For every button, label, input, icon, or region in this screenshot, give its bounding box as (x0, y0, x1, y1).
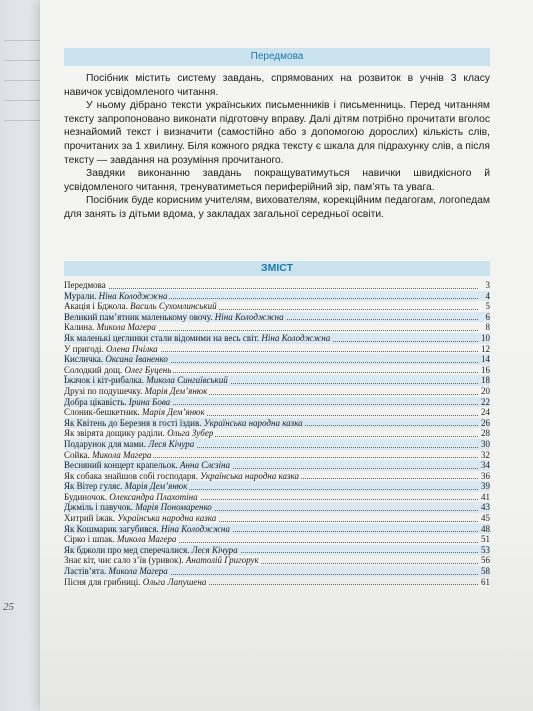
toc-entry (64, 418, 490, 429)
toc-entry-author: Ольга Зубер (167, 428, 214, 439)
toc-entry (64, 555, 490, 566)
preface-paragraph: У ньому дібрано тексти українських письменників і письменниць. Перед читанням тексту запропоновано виконати підготовчу вправу. Далі дітям потрібно прочитати вголос незнайомий текст і визначити (самостійно або з допомогою дорослих) кількість слів, прочитаних за 1 хвилину. Біля кожного рядка тексту є шкала для підрахунку слів, а після тексту — завдання на розуміння прочитаного. (64, 100, 490, 166)
toc-entry-author: Українська народна казка (117, 513, 217, 524)
toc-entry-author: Олена Пчілка (106, 343, 158, 354)
toc-entry (64, 397, 490, 408)
toc-entry-title: Акація і Бджола. (64, 301, 128, 312)
toc-entry-title: Великий пам’ятник маленькому овочу. (64, 311, 213, 322)
toc-entry-author: Микола Магера (108, 566, 168, 577)
toc-entry (64, 280, 490, 291)
toc-entry (64, 291, 490, 302)
toc-entry-text (64, 460, 232, 470)
toc-entry-author: Ніна Колоджжна (98, 290, 168, 301)
toc-entry-title: Як Вітер гуляє. (64, 481, 123, 492)
toc-entry-page: 24 (481, 407, 490, 418)
toc-entry (64, 333, 490, 344)
toc-entry-author: Ірина Бова (128, 396, 171, 407)
toc-entry-title: Пісня для грибниці. (64, 576, 141, 587)
toc-entry-text (64, 312, 286, 322)
toc-entry-author: Олег Буцень (124, 364, 172, 375)
toc-entry (64, 322, 490, 333)
toc-entry-author: Марія Дем’янюк (124, 481, 188, 492)
toc-entry-title: Передмова (64, 280, 106, 290)
toc-entry-author: Микола Магера (117, 534, 177, 545)
toc-entry-page: 18 (481, 375, 490, 386)
toc-entry-page: 3 (485, 280, 490, 290)
toc-entry (64, 492, 490, 503)
toc-entry-author: Оксана Іваненко (105, 354, 168, 365)
toc-entry-title: Як звірята дощику раділи. (64, 428, 165, 439)
toc-entry-text (64, 301, 219, 311)
toc-entry-page: 58 (481, 566, 490, 577)
toc-entry-page: 53 (481, 544, 490, 555)
toc-entry-text (64, 354, 170, 364)
toc-entry-text (64, 291, 169, 301)
toc-entry-title: Сойка. (64, 449, 90, 460)
toc-entry (64, 545, 490, 556)
toc-entry-title: Весняний концерт крапельок. (64, 460, 178, 471)
toc-entry-text (64, 524, 232, 534)
toc-entry-page: 51 (481, 534, 490, 545)
toc-entry-title: Солодкий дощ. (64, 364, 123, 375)
toc-entry-title: Як собака знайшов собі господаря. (64, 470, 198, 481)
toc-entry-title: Їжачок і кіт-рибалка. (64, 375, 144, 386)
toc-entry-author: Марія Пономаренко (135, 502, 212, 513)
toc-entry-author: Ніна Колоджжна (214, 311, 284, 322)
toc-entry (64, 524, 490, 535)
toc-entry (64, 481, 490, 492)
toc-entry-title: Хитрий їжак. (64, 513, 116, 524)
toc-title: ЗМІСТ (64, 261, 490, 276)
toc-entry-author: Василь Сухомлинський (130, 301, 217, 312)
toc-entry (64, 566, 490, 577)
toc-entry-author: Українська народна казка (203, 417, 303, 428)
toc-entry-title: Як Квітень до Березня в гості їздив. (64, 417, 202, 428)
toc-entry-page: 30 (481, 438, 490, 449)
toc-entry-text (64, 450, 153, 460)
toc-entry-author: Анатолій Григорук (185, 555, 259, 566)
toc-entry-title: Друзі по подушечку. (64, 385, 143, 396)
toc-entry (64, 460, 490, 471)
toc-entry-page: 41 (481, 491, 490, 502)
toc-entry-title: Як Кошмарик загубився. (64, 523, 159, 534)
toc-entry-page: 20 (481, 385, 490, 396)
toc-entry-text (64, 375, 230, 385)
toc-entry-page: 22 (481, 396, 490, 407)
toc-leader-dots (64, 288, 478, 289)
toc-entry (64, 450, 490, 461)
toc-entry (64, 354, 490, 365)
table-of-contents (64, 280, 490, 587)
toc-entry-text (64, 471, 301, 481)
toc-entry-author: Ніна Колоджжна (161, 523, 230, 534)
toc-entry-author: Микола Сингаївський (146, 375, 228, 386)
toc-entry-author: Микола Магера (92, 449, 152, 460)
toc-entry-text (64, 386, 209, 396)
toc-entry-title: Слоник-бешкетник. (64, 407, 140, 418)
preface-title: Передмова (64, 48, 490, 66)
toc-entry-title: У пригоді. (64, 343, 104, 354)
toc-entry-page: 39 (481, 481, 490, 492)
toc-entry-title: Ластів’ята. (64, 566, 107, 577)
toc-entry (64, 375, 490, 386)
toc-entry-page: 26 (481, 417, 490, 428)
toc-entry-text (64, 322, 158, 332)
toc-entry-author: Марія Дем’янюк (141, 407, 205, 418)
toc-entry-title: Як бджоли про мед сперечалися. (64, 544, 190, 555)
toc-entry-page: 8 (485, 322, 490, 333)
toc-entry-page: 4 (485, 290, 490, 301)
preface-paragraph: Посібник буде корисним учителям, вихователям, корекційним педагогам, логопедам для занять із дітьми вдома, у закладах загальної середньої освіти. (64, 195, 490, 220)
toc-entry-text (64, 418, 305, 428)
toc-entry (64, 513, 490, 524)
toc-entry-title: Джміль і павучок. (64, 502, 134, 513)
toc-entry-page: 61 (481, 576, 490, 587)
preface-paragraph: Завдяки виконанню завдань покращуватимуться навички швидкісного й усвідомленого читання, тренуватиметься периферійний зір, пам’ять та увага. (64, 168, 490, 193)
toc-entry-page: 43 (481, 502, 490, 513)
toc-entry-text (64, 333, 332, 343)
toc-entry-author: Леся Кічура (191, 544, 238, 555)
toc-entry-page: 10 (481, 332, 490, 343)
toc-entry-author: Ніна Колоджжна (261, 332, 331, 343)
toc-entry-text (64, 502, 214, 512)
toc-entry (64, 439, 490, 450)
toc-entry-text (64, 481, 189, 491)
toc-entry-author: Анна Слєзіна (180, 460, 231, 471)
toc-entry-title: Як маленькі цеглинки стали відомими на весь світ. (64, 332, 260, 343)
toc-entry-text (64, 545, 240, 555)
toc-entry-title: Добра цікавість. (64, 396, 127, 407)
toc-entry-title: Подарунок для мами. (64, 438, 146, 449)
toc-entry-page: 32 (481, 449, 490, 460)
toc-entry-text (64, 513, 218, 523)
toc-entry (64, 365, 490, 376)
toc-entry-page: 14 (481, 354, 490, 365)
toc-entry-text (64, 492, 200, 502)
toc-entry-page: 16 (481, 364, 490, 375)
toc-entry-text (64, 577, 208, 587)
toc-entry-author: Микола Магера (96, 322, 156, 333)
toc-entry-text (64, 439, 196, 449)
toc-entry (64, 386, 490, 397)
toc-entry (64, 534, 490, 545)
toc-entry (64, 312, 490, 323)
toc-entry-title: Знає кіт, чиє сало з’їв (уривок). (64, 555, 184, 566)
toc-entry-page: 28 (481, 428, 490, 439)
toc-entry (64, 502, 490, 513)
toc-entry-text (64, 365, 173, 375)
toc-entry-title: Кисличка. (64, 354, 104, 365)
toc-entry-author: Олександра Плахотіна (109, 491, 198, 502)
toc-entry-text (64, 566, 170, 576)
left-page-number: 25 (3, 601, 14, 613)
toc-entry (64, 407, 490, 418)
right-page (40, 0, 533, 711)
toc-entry-text (64, 280, 108, 290)
toc-entry (64, 471, 490, 482)
toc-entry-title: Сірко і шпак. (64, 534, 115, 545)
toc-entry-author: Леся Кічура (148, 438, 195, 449)
preface-text (64, 72, 490, 222)
toc-entry (64, 428, 490, 439)
toc-entry-text (64, 428, 215, 438)
toc-entry-title: Будиночок. (64, 491, 108, 502)
toc-entry-author: Ольга Лапушена (142, 576, 207, 587)
toc-entry-text (64, 344, 160, 354)
toc-entry-title: Калина. (64, 322, 95, 333)
toc-entry-page: 34 (481, 460, 490, 471)
toc-entry-page: 36 (481, 470, 490, 481)
toc-entry-title: Мурали. (64, 290, 97, 301)
toc-entry-text (64, 534, 178, 544)
toc-entry-page: 12 (481, 343, 490, 354)
toc-entry (64, 577, 490, 588)
toc-entry-page: 6 (485, 311, 490, 322)
toc-entry-page: 5 (485, 301, 490, 312)
toc-entry-author: Українська народна казка (200, 470, 300, 481)
toc-entry (64, 301, 490, 312)
toc-entry-text (64, 407, 207, 417)
toc-entry (64, 344, 490, 355)
toc-entry-page: 56 (481, 555, 490, 566)
toc-entry-text (64, 397, 172, 407)
toc-entry-text (64, 555, 261, 565)
toc-entry-page: 48 (481, 523, 490, 534)
preface-paragraph: Посібник містить систему завдань, спрямованих на розвиток в учнів 3 класу навичок усвідомленого читання. (64, 73, 490, 98)
toc-entry-author: Марія Дем’янюк (144, 385, 208, 396)
toc-entry-page: 45 (481, 513, 490, 524)
